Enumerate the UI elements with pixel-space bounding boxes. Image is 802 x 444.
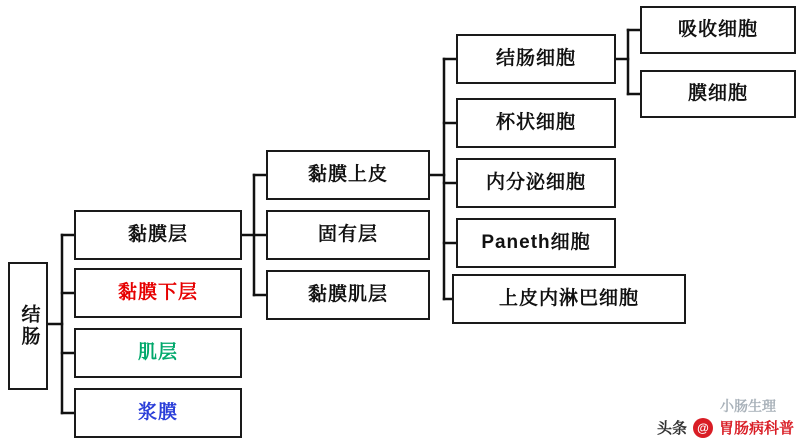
node-label: 吸收细胞: [677, 18, 758, 40]
node-mucosa[interactable]: [74, 210, 242, 260]
node-label: 内分泌细胞: [485, 171, 586, 193]
watermark-platform: 头条: [656, 420, 687, 437]
node-label: 固有层: [317, 223, 378, 245]
watermark-at-icon: @: [693, 418, 713, 438]
watermark-faded-text: 小肠生理: [720, 398, 776, 414]
node-serosa[interactable]: [74, 388, 242, 438]
node-mucosal-epithelium[interactable]: [266, 150, 430, 200]
node-muscularis[interactable]: [74, 328, 242, 378]
node-colonocyte[interactable]: [456, 34, 616, 84]
node-absorptive-cell[interactable]: [640, 6, 796, 54]
watermark-account: 胃肠病科普: [718, 420, 794, 437]
node-label: 肌层: [137, 341, 178, 363]
node-label: 结肠细胞: [495, 47, 576, 69]
node-paneth-cell[interactable]: [456, 218, 616, 268]
node-label: Paneth细胞: [481, 231, 591, 253]
node-membrane-cell[interactable]: [640, 70, 796, 118]
node-label: 上皮内淋巴细胞: [498, 287, 639, 309]
node-colon[interactable]: [8, 262, 48, 390]
node-submucosa[interactable]: [74, 268, 242, 318]
node-label: 膜细胞: [687, 82, 748, 104]
node-muscularis-mucosae[interactable]: [266, 270, 430, 320]
node-endocrine-cell[interactable]: [456, 158, 616, 208]
node-goblet-cell[interactable]: [456, 98, 616, 148]
node-label: 黏膜上皮: [307, 163, 388, 185]
node-intraepithelial-lymphocyte[interactable]: [452, 274, 686, 324]
node-label: 黏膜下层: [117, 281, 198, 303]
node-label: 黏膜肌层: [307, 283, 388, 305]
node-label: 杯状细胞: [495, 111, 576, 133]
watermark: [657, 417, 794, 438]
node-label: 结肠: [18, 304, 40, 348]
node-label: 浆膜: [137, 401, 178, 423]
node-lamina-propria[interactable]: [266, 210, 430, 260]
node-label: 黏膜层: [127, 223, 188, 245]
